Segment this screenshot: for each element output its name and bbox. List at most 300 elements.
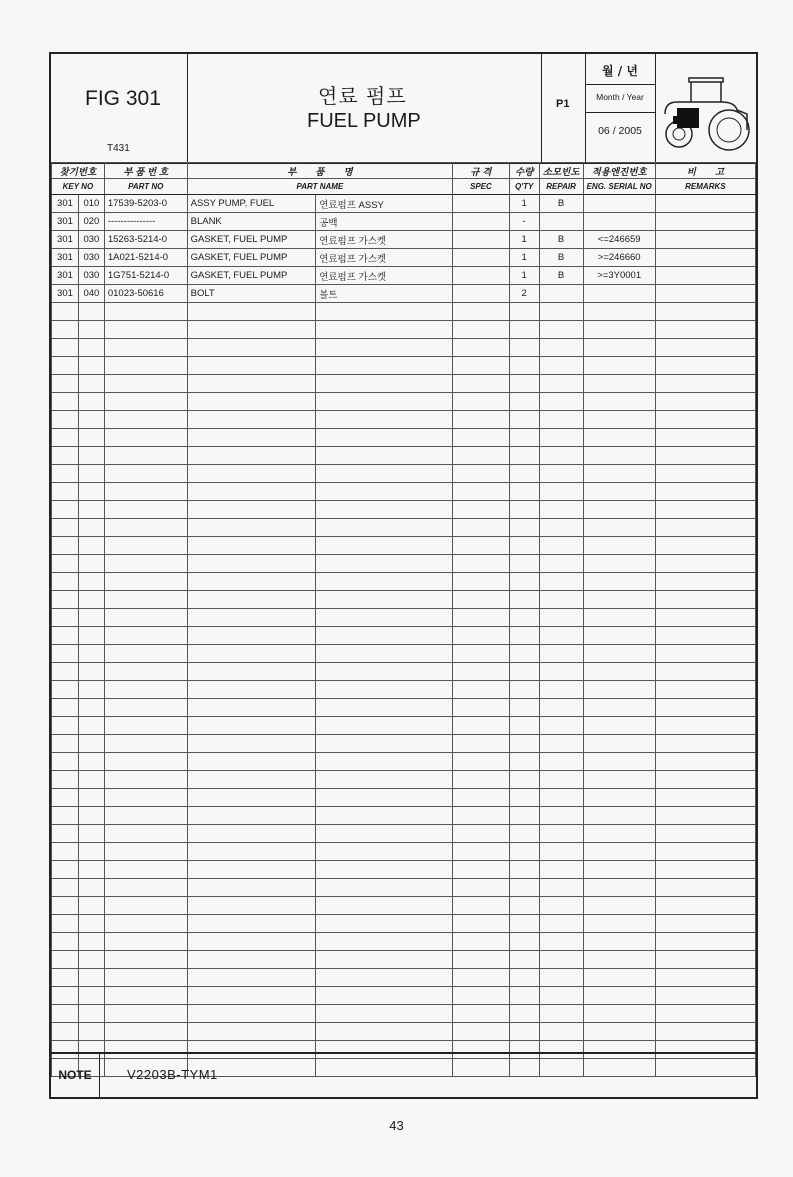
blank-row bbox=[52, 879, 756, 897]
blank-row bbox=[52, 951, 756, 969]
blank-row bbox=[52, 789, 756, 807]
empty-cell bbox=[453, 483, 510, 501]
cell-name-en: GASKET, FUEL PUMP bbox=[187, 231, 316, 249]
empty-cell bbox=[316, 771, 453, 789]
empty-cell bbox=[316, 411, 453, 429]
note-value: V2203B-TYM1 bbox=[127, 1067, 218, 1082]
cell-name-ko: 연료펌프 가스켓 bbox=[316, 267, 453, 285]
empty-cell bbox=[583, 717, 655, 735]
empty-cell bbox=[539, 753, 583, 771]
empty-cell bbox=[52, 303, 79, 321]
empty-cell bbox=[78, 573, 104, 591]
empty-cell bbox=[583, 861, 655, 879]
empty-cell bbox=[453, 915, 510, 933]
empty-cell bbox=[453, 393, 510, 411]
empty-cell bbox=[316, 519, 453, 537]
cell-name-ko: 연료펌프 가스켓 bbox=[316, 249, 453, 267]
page-number: 43 bbox=[389, 1118, 404, 1133]
empty-cell bbox=[78, 411, 104, 429]
empty-cell bbox=[453, 645, 510, 663]
empty-cell bbox=[509, 1023, 539, 1041]
empty-cell bbox=[316, 951, 453, 969]
blank-row bbox=[52, 897, 756, 915]
empty-cell bbox=[509, 627, 539, 645]
blank-row bbox=[52, 861, 756, 879]
empty-cell bbox=[453, 1005, 510, 1023]
empty-cell bbox=[52, 861, 79, 879]
col-spec-ko: 규 격 bbox=[453, 163, 510, 179]
empty-cell bbox=[187, 465, 316, 483]
empty-cell bbox=[52, 483, 79, 501]
col-qty-en: Q'TY bbox=[509, 179, 539, 195]
empty-cell bbox=[78, 483, 104, 501]
issue-date: 06 / 2005 bbox=[598, 125, 642, 137]
empty-cell bbox=[187, 627, 316, 645]
cell-key: 010 bbox=[78, 195, 104, 213]
empty-cell bbox=[583, 573, 655, 591]
blank-row bbox=[52, 375, 756, 393]
empty-cell bbox=[187, 933, 316, 951]
col-remarks-en: REMARKS bbox=[655, 179, 755, 195]
empty-cell bbox=[52, 1005, 79, 1023]
empty-cell bbox=[316, 303, 453, 321]
empty-cell bbox=[52, 339, 79, 357]
empty-cell bbox=[104, 447, 187, 465]
empty-cell bbox=[539, 789, 583, 807]
empty-cell bbox=[453, 843, 510, 861]
cell-eng-serial: >=3Y0001 bbox=[583, 267, 655, 285]
cell-eng-serial: >=246660 bbox=[583, 249, 655, 267]
cell-key: 030 bbox=[78, 249, 104, 267]
empty-cell bbox=[655, 555, 755, 573]
empty-cell bbox=[52, 357, 79, 375]
empty-cell bbox=[509, 663, 539, 681]
empty-cell bbox=[316, 735, 453, 753]
cell-part-no: 01023-50616 bbox=[104, 285, 187, 303]
empty-cell bbox=[104, 681, 187, 699]
empty-cell bbox=[78, 627, 104, 645]
empty-cell bbox=[52, 663, 79, 681]
empty-cell bbox=[539, 969, 583, 987]
empty-cell bbox=[539, 879, 583, 897]
empty-cell bbox=[509, 357, 539, 375]
empty-cell bbox=[104, 645, 187, 663]
empty-cell bbox=[104, 825, 187, 843]
cell-remarks bbox=[655, 231, 755, 249]
cell-eng-serial: <=246659 bbox=[583, 231, 655, 249]
cell-key: 040 bbox=[78, 285, 104, 303]
empty-cell bbox=[509, 753, 539, 771]
empty-cell bbox=[583, 519, 655, 537]
empty-cell bbox=[78, 645, 104, 663]
empty-cell bbox=[583, 609, 655, 627]
empty-cell bbox=[78, 969, 104, 987]
cell-qty: 1 bbox=[509, 231, 539, 249]
empty-cell bbox=[78, 1005, 104, 1023]
empty-cell bbox=[539, 645, 583, 663]
empty-cell bbox=[509, 933, 539, 951]
empty-cell bbox=[583, 825, 655, 843]
empty-cell bbox=[316, 879, 453, 897]
empty-cell bbox=[52, 411, 79, 429]
blank-row bbox=[52, 573, 756, 591]
cell-eng-serial bbox=[583, 285, 655, 303]
empty-cell bbox=[187, 339, 316, 357]
empty-cell bbox=[187, 861, 316, 879]
empty-cell bbox=[187, 789, 316, 807]
empty-cell bbox=[583, 807, 655, 825]
empty-cell bbox=[52, 519, 79, 537]
empty-cell bbox=[583, 429, 655, 447]
empty-cell bbox=[187, 717, 316, 735]
blank-row bbox=[52, 627, 756, 645]
empty-cell bbox=[453, 321, 510, 339]
empty-cell bbox=[187, 591, 316, 609]
empty-cell bbox=[187, 609, 316, 627]
empty-cell bbox=[539, 393, 583, 411]
empty-cell bbox=[539, 1005, 583, 1023]
empty-cell bbox=[453, 519, 510, 537]
cell-spec bbox=[453, 213, 510, 231]
empty-cell bbox=[52, 627, 79, 645]
cell-name-en: GASKET, FUEL PUMP bbox=[187, 267, 316, 285]
empty-cell bbox=[583, 501, 655, 519]
empty-cell bbox=[78, 519, 104, 537]
empty-cell bbox=[655, 429, 755, 447]
empty-cell bbox=[509, 771, 539, 789]
cell-repair: B bbox=[539, 249, 583, 267]
empty-cell bbox=[453, 717, 510, 735]
empty-cell bbox=[316, 321, 453, 339]
empty-cell bbox=[104, 969, 187, 987]
empty-cell bbox=[453, 447, 510, 465]
empty-cell bbox=[509, 861, 539, 879]
empty-cell bbox=[509, 879, 539, 897]
empty-cell bbox=[52, 717, 79, 735]
empty-cell bbox=[509, 609, 539, 627]
empty-cell bbox=[316, 645, 453, 663]
empty-cell bbox=[583, 735, 655, 753]
empty-cell bbox=[52, 555, 79, 573]
empty-cell bbox=[316, 933, 453, 951]
empty-cell bbox=[104, 915, 187, 933]
cell-spec bbox=[453, 285, 510, 303]
col-key-en: KEY NO bbox=[52, 179, 105, 195]
empty-cell bbox=[655, 771, 755, 789]
empty-cell bbox=[187, 951, 316, 969]
empty-cell bbox=[52, 645, 79, 663]
cell-repair: B bbox=[539, 231, 583, 249]
cell-part-no: 17539-5203-0 bbox=[104, 195, 187, 213]
cell-name-en: ASSY PUMP, FUEL bbox=[187, 195, 316, 213]
empty-cell bbox=[104, 627, 187, 645]
empty-cell bbox=[539, 735, 583, 753]
empty-cell bbox=[187, 429, 316, 447]
empty-cell bbox=[539, 807, 583, 825]
empty-cell bbox=[78, 303, 104, 321]
empty-cell bbox=[78, 789, 104, 807]
empty-cell bbox=[655, 843, 755, 861]
empty-cell bbox=[316, 987, 453, 1005]
empty-cell bbox=[52, 609, 79, 627]
empty-cell bbox=[509, 735, 539, 753]
empty-cell bbox=[655, 951, 755, 969]
empty-cell bbox=[316, 699, 453, 717]
empty-cell bbox=[104, 933, 187, 951]
cell-eng-serial bbox=[583, 213, 655, 231]
empty-cell bbox=[78, 321, 104, 339]
empty-cell bbox=[187, 1023, 316, 1041]
empty-cell bbox=[583, 681, 655, 699]
empty-cell bbox=[539, 933, 583, 951]
empty-cell bbox=[539, 303, 583, 321]
empty-cell bbox=[509, 537, 539, 555]
empty-cell bbox=[52, 843, 79, 861]
empty-cell bbox=[583, 1005, 655, 1023]
empty-cell bbox=[539, 663, 583, 681]
month-year-korean: 월 / 년 bbox=[602, 64, 638, 78]
empty-cell bbox=[104, 951, 187, 969]
empty-cell bbox=[583, 699, 655, 717]
empty-cell bbox=[78, 609, 104, 627]
empty-cell bbox=[52, 573, 79, 591]
empty-cell bbox=[509, 591, 539, 609]
empty-cell bbox=[104, 771, 187, 789]
empty-cell bbox=[453, 699, 510, 717]
empty-cell bbox=[78, 375, 104, 393]
empty-cell bbox=[52, 537, 79, 555]
blank-row bbox=[52, 663, 756, 681]
empty-cell bbox=[509, 807, 539, 825]
cell-repair: B bbox=[539, 267, 583, 285]
empty-cell bbox=[583, 645, 655, 663]
col-spec-en: SPEC bbox=[453, 179, 510, 195]
cell-qty: 2 bbox=[509, 285, 539, 303]
col-key-ko: 찾기번호 bbox=[52, 163, 105, 179]
empty-cell bbox=[655, 987, 755, 1005]
empty-cell bbox=[78, 771, 104, 789]
empty-cell bbox=[78, 663, 104, 681]
empty-cell bbox=[187, 735, 316, 753]
cell-part-no: 15263-5214-0 bbox=[104, 231, 187, 249]
empty-cell bbox=[509, 789, 539, 807]
empty-cell bbox=[453, 807, 510, 825]
empty-cell bbox=[104, 807, 187, 825]
empty-cell bbox=[539, 609, 583, 627]
empty-cell bbox=[78, 681, 104, 699]
empty-cell bbox=[539, 411, 583, 429]
table-row bbox=[52, 249, 756, 267]
empty-cell bbox=[583, 897, 655, 915]
empty-cell bbox=[539, 897, 583, 915]
cell-name-ko: 연료펌프 ASSY bbox=[316, 195, 453, 213]
page-code: P1 bbox=[556, 98, 570, 110]
col-eng-en: ENG. SERIAL NO bbox=[583, 179, 655, 195]
empty-cell bbox=[316, 897, 453, 915]
empty-cell bbox=[583, 915, 655, 933]
empty-cell bbox=[187, 969, 316, 987]
cell-name-en: GASKET, FUEL PUMP bbox=[187, 249, 316, 267]
empty-cell bbox=[453, 411, 510, 429]
empty-cell bbox=[316, 555, 453, 573]
empty-cell bbox=[52, 393, 79, 411]
empty-cell bbox=[655, 303, 755, 321]
parts-table-body bbox=[52, 195, 756, 1077]
empty-cell bbox=[104, 321, 187, 339]
empty-cell bbox=[52, 789, 79, 807]
empty-cell bbox=[655, 717, 755, 735]
empty-cell bbox=[316, 1005, 453, 1023]
empty-cell bbox=[655, 501, 755, 519]
empty-cell bbox=[78, 843, 104, 861]
empty-cell bbox=[539, 915, 583, 933]
empty-cell bbox=[655, 1023, 755, 1041]
empty-cell bbox=[78, 987, 104, 1005]
month-year-english: Month / Year bbox=[596, 92, 644, 102]
empty-cell bbox=[509, 375, 539, 393]
header-row-english bbox=[52, 179, 756, 195]
empty-cell bbox=[316, 447, 453, 465]
empty-cell bbox=[187, 393, 316, 411]
empty-cell bbox=[187, 753, 316, 771]
empty-cell bbox=[316, 681, 453, 699]
empty-cell bbox=[539, 537, 583, 555]
blank-row bbox=[52, 465, 756, 483]
empty-cell bbox=[583, 537, 655, 555]
empty-cell bbox=[187, 357, 316, 375]
cell-key: 030 bbox=[78, 267, 104, 285]
cell-repair: B bbox=[539, 195, 583, 213]
blank-row bbox=[52, 807, 756, 825]
empty-cell bbox=[187, 411, 316, 429]
empty-cell bbox=[509, 429, 539, 447]
empty-cell bbox=[655, 933, 755, 951]
empty-cell bbox=[655, 879, 755, 897]
empty-cell bbox=[316, 375, 453, 393]
parts-sheet bbox=[49, 52, 758, 1099]
empty-cell bbox=[316, 843, 453, 861]
cell-spec bbox=[453, 195, 510, 213]
empty-cell bbox=[104, 1023, 187, 1041]
empty-cell bbox=[78, 897, 104, 915]
empty-cell bbox=[583, 789, 655, 807]
empty-cell bbox=[104, 699, 187, 717]
cell-repair bbox=[539, 213, 583, 231]
empty-cell bbox=[453, 573, 510, 591]
empty-cell bbox=[583, 411, 655, 429]
empty-cell bbox=[78, 879, 104, 897]
empty-cell bbox=[316, 807, 453, 825]
empty-cell bbox=[509, 951, 539, 969]
model-code: T431 bbox=[107, 143, 130, 154]
empty-cell bbox=[583, 303, 655, 321]
empty-cell bbox=[655, 969, 755, 987]
empty-cell bbox=[104, 843, 187, 861]
blank-row bbox=[52, 1023, 756, 1041]
empty-cell bbox=[655, 321, 755, 339]
empty-cell bbox=[655, 807, 755, 825]
empty-cell bbox=[104, 1005, 187, 1023]
blank-row bbox=[52, 915, 756, 933]
empty-cell bbox=[78, 429, 104, 447]
cell-fig: 301 bbox=[52, 195, 79, 213]
cell-remarks bbox=[655, 267, 755, 285]
note-label: NOTE bbox=[51, 1054, 100, 1097]
blank-row bbox=[52, 393, 756, 411]
empty-cell bbox=[583, 447, 655, 465]
empty-cell bbox=[104, 537, 187, 555]
cell-remarks bbox=[655, 249, 755, 267]
empty-cell bbox=[655, 753, 755, 771]
col-part-ko: 부 품 번 호 bbox=[104, 163, 187, 179]
empty-cell bbox=[78, 1023, 104, 1041]
empty-cell bbox=[78, 357, 104, 375]
table-row bbox=[52, 195, 756, 213]
empty-cell bbox=[509, 321, 539, 339]
empty-cell bbox=[316, 1023, 453, 1041]
empty-cell bbox=[509, 1005, 539, 1023]
empty-cell bbox=[539, 447, 583, 465]
empty-cell bbox=[655, 663, 755, 681]
empty-cell bbox=[509, 897, 539, 915]
empty-cell bbox=[187, 483, 316, 501]
empty-cell bbox=[509, 411, 539, 429]
empty-cell bbox=[187, 573, 316, 591]
empty-cell bbox=[187, 321, 316, 339]
empty-cell bbox=[655, 699, 755, 717]
blank-row bbox=[52, 519, 756, 537]
empty-cell bbox=[583, 933, 655, 951]
empty-cell bbox=[509, 699, 539, 717]
tractor-icon bbox=[659, 64, 755, 154]
empty-cell bbox=[583, 843, 655, 861]
cell-spec bbox=[453, 231, 510, 249]
empty-cell bbox=[78, 591, 104, 609]
empty-cell bbox=[78, 393, 104, 411]
cell-qty: - bbox=[509, 213, 539, 231]
empty-cell bbox=[509, 339, 539, 357]
empty-cell bbox=[453, 825, 510, 843]
empty-cell bbox=[453, 627, 510, 645]
empty-cell bbox=[187, 645, 316, 663]
empty-cell bbox=[52, 447, 79, 465]
empty-cell bbox=[539, 681, 583, 699]
empty-cell bbox=[78, 537, 104, 555]
empty-cell bbox=[583, 357, 655, 375]
empty-cell bbox=[453, 861, 510, 879]
empty-cell bbox=[655, 735, 755, 753]
empty-cell bbox=[655, 609, 755, 627]
empty-cell bbox=[78, 915, 104, 933]
empty-cell bbox=[539, 987, 583, 1005]
empty-cell bbox=[104, 519, 187, 537]
empty-cell bbox=[453, 609, 510, 627]
empty-cell bbox=[453, 969, 510, 987]
empty-cell bbox=[655, 789, 755, 807]
empty-cell bbox=[52, 897, 79, 915]
empty-cell bbox=[104, 555, 187, 573]
col-eng-ko: 적용엔진번호 bbox=[583, 163, 655, 179]
empty-cell bbox=[316, 591, 453, 609]
cell-part-no: 1G751-5214-0 bbox=[104, 267, 187, 285]
empty-cell bbox=[453, 537, 510, 555]
cell-fig: 301 bbox=[52, 249, 79, 267]
empty-cell bbox=[104, 339, 187, 357]
empty-cell bbox=[187, 807, 316, 825]
empty-cell bbox=[104, 501, 187, 519]
empty-cell bbox=[509, 555, 539, 573]
empty-cell bbox=[78, 699, 104, 717]
